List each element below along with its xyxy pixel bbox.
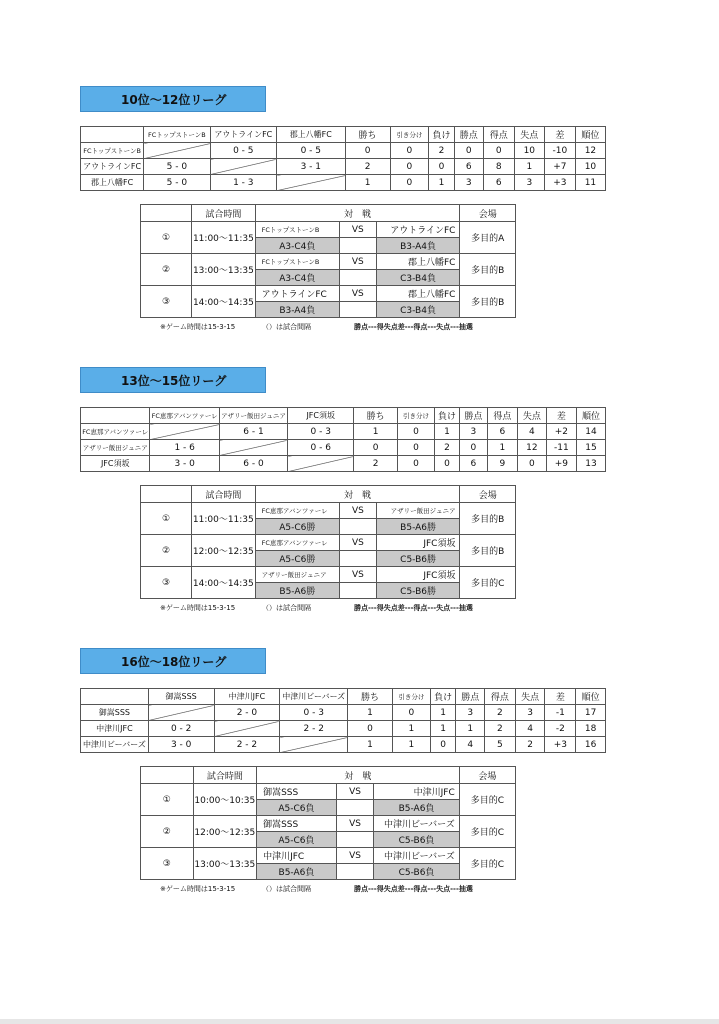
home-team: FCトップストーンB <box>255 222 339 238</box>
stat-cell: 8 <box>483 159 514 175</box>
stat-cell: +3 <box>544 175 575 191</box>
match-time: 11:00～11:35 <box>192 222 256 254</box>
stat-cell: 16 <box>576 737 606 753</box>
score-cell: 0 - 6 <box>288 440 354 456</box>
team-row-name: 中津川JFC <box>81 721 149 737</box>
tiebreak-rule-note <box>354 322 473 332</box>
match-schedule-table <box>140 485 516 599</box>
game-time-note: ※ゲーム時間は15-3-15 <box>160 604 236 612</box>
match-venue: 多目的C <box>459 784 515 816</box>
tiebreak-rule-note <box>354 603 473 613</box>
stat-cell: 1 <box>392 737 430 753</box>
score-cell: 2 - 0 <box>214 705 280 721</box>
score-cell: 0 - 3 <box>288 424 354 440</box>
stat-cell: 0 <box>483 143 514 159</box>
team-row-name: 中津川ビーバーズ <box>81 737 149 753</box>
stat-cell: 0 <box>390 175 429 191</box>
corner-cell <box>81 408 150 424</box>
match-row <box>141 816 516 832</box>
stat-cell: 0 <box>454 143 483 159</box>
match-number: ② <box>141 816 194 848</box>
diagonal-cell <box>210 159 276 175</box>
stat-column-header: 得点 <box>487 408 517 424</box>
stat-cell: 0 <box>392 705 430 721</box>
stat-cell: 18 <box>576 721 606 737</box>
corner-cell <box>81 127 144 143</box>
away-seed: C3-B4負 <box>376 270 460 286</box>
team-column-header: JFC須坂 <box>288 408 354 424</box>
stat-cell: +3 <box>545 737 576 753</box>
stat-column-header: 引き分け <box>390 127 429 143</box>
team-column-header: 御嵩SSS <box>148 689 214 705</box>
stat-cell: -11 <box>546 440 576 456</box>
stat-cell: 6 <box>483 175 514 191</box>
match-number: ③ <box>141 848 194 880</box>
stat-cell: 12 <box>517 440 546 456</box>
team-column-header: 中津川JFC <box>214 689 280 705</box>
match-time: 10:00～10:35 <box>193 784 257 816</box>
vs-blank <box>340 583 377 599</box>
match-row <box>141 848 516 864</box>
match-venue: 多目的B <box>460 286 516 318</box>
home-team: 御嵩SSS <box>257 784 337 800</box>
game-time-note: ※ゲーム時間は15-3-15 <box>160 885 236 893</box>
versus-header: 対 戦 <box>257 767 460 784</box>
tiebreak-rule-text: 勝点---得失点差---得点---失点---抽選 <box>354 885 473 893</box>
match-no-header <box>141 486 192 503</box>
stat-cell: 11 <box>575 175 605 191</box>
vs-label: VS <box>339 222 376 238</box>
stat-column-header: 勝点 <box>456 689 485 705</box>
home-seed: B5-A6勝 <box>255 583 339 599</box>
team-row-name: JFC須坂 <box>81 456 150 472</box>
diagonal-cell <box>219 440 287 456</box>
match-schedule-table <box>140 204 516 318</box>
stat-cell: +7 <box>544 159 575 175</box>
diagonal-cell <box>280 737 348 753</box>
standings-row <box>81 721 606 737</box>
stat-column-header: 失点 <box>514 127 544 143</box>
away-seed: C5-B6勝 <box>376 551 460 567</box>
match-venue: 多目的C <box>459 848 515 880</box>
away-seed: C3-B4負 <box>376 302 460 318</box>
stat-column-header: 勝ち <box>348 689 393 705</box>
away-team: 中津川ビーバーズ <box>374 848 459 864</box>
stat-cell: 4 <box>515 721 545 737</box>
match-row <box>141 784 516 800</box>
stat-cell: 0 <box>348 721 393 737</box>
match-time: 12:00～12:35 <box>193 816 257 848</box>
stat-column-header: 差 <box>546 408 576 424</box>
match-number: ② <box>141 254 192 286</box>
match-time: 11:00～11:35 <box>192 503 256 535</box>
stat-cell: 14 <box>576 424 605 440</box>
interval-note: （）は試合間隔 <box>262 604 311 612</box>
match-row <box>141 286 516 302</box>
league-title: 10位～12位リーグ <box>80 86 266 112</box>
vs-blank <box>340 551 377 567</box>
stat-cell: 1 <box>435 424 460 440</box>
stat-column-header: 順位 <box>575 127 605 143</box>
stat-column-header: 差 <box>544 127 575 143</box>
match-schedule-table <box>140 766 516 880</box>
league-section <box>0 86 719 356</box>
stat-cell: -10 <box>544 143 575 159</box>
stat-cell: 0 <box>397 456 434 472</box>
stat-cell: 3 <box>514 175 544 191</box>
stat-column-header: 勝ち <box>345 127 390 143</box>
standings-row <box>81 143 606 159</box>
match-no-header <box>141 205 192 222</box>
team-row-name: アウトラインFC <box>81 159 144 175</box>
home-seed: A3-C4負 <box>255 270 339 286</box>
vs-blank <box>339 302 376 318</box>
score-cell: 3 - 1 <box>277 159 346 175</box>
match-row <box>141 254 516 270</box>
stat-cell: 0 <box>397 424 434 440</box>
stat-column-header: 引き分け <box>397 408 434 424</box>
team-row-name: FCトップストーンB <box>81 143 144 159</box>
score-cell: 6 - 1 <box>219 424 287 440</box>
stat-cell: +2 <box>546 424 576 440</box>
venue-header: 会場 <box>460 486 516 503</box>
match-time: 13:00～13:35 <box>192 254 256 286</box>
venue-header: 会場 <box>459 767 515 784</box>
match-venue: 多目的C <box>460 567 516 599</box>
home-seed: A5-C6勝 <box>255 551 339 567</box>
home-seed: A5-C6勝 <box>255 519 339 535</box>
match-header-row <box>141 767 516 784</box>
versus-header: 対 戦 <box>255 205 460 222</box>
stat-cell: 13 <box>576 456 605 472</box>
team-column-header: FCトップストーンB <box>144 127 210 143</box>
vs-label: VS <box>336 784 374 800</box>
stat-column-header: 負け <box>430 689 455 705</box>
away-team: 郡上八幡FC <box>376 286 460 302</box>
stat-cell: 3 <box>454 175 483 191</box>
score-cell: 1 - 6 <box>150 440 219 456</box>
away-seed: B3-A4負 <box>376 238 460 254</box>
away-team: アウトラインFC <box>376 222 460 238</box>
home-team: アザリー飯田ジュニア <box>255 567 339 583</box>
standings-row <box>81 424 606 440</box>
home-seed: A5-C6負 <box>257 832 337 848</box>
score-cell: 5 - 0 <box>144 159 210 175</box>
stat-column-header: 順位 <box>576 689 606 705</box>
score-cell: 0 - 2 <box>148 721 214 737</box>
standings-row <box>81 737 606 753</box>
time-header: 試合時間 <box>193 767 257 784</box>
diagonal-cell <box>148 705 214 721</box>
match-number: ② <box>141 535 192 567</box>
score-cell: 5 - 0 <box>144 175 210 191</box>
stat-cell: 10 <box>575 159 605 175</box>
standings-header-row <box>81 127 606 143</box>
score-cell: 2 - 2 <box>214 737 280 753</box>
versus-header: 対 戦 <box>255 486 460 503</box>
league-section <box>0 648 719 918</box>
vs-label: VS <box>340 535 377 551</box>
away-seed: B5-A6負 <box>374 800 459 816</box>
vs-label: VS <box>340 503 377 519</box>
match-venue: 多目的B <box>460 254 516 286</box>
league-title: 16位～18位リーグ <box>80 648 266 674</box>
vs-blank <box>336 864 374 880</box>
stat-cell: 0 <box>397 440 434 456</box>
match-no-header <box>141 767 194 784</box>
home-seed: B3-A4負 <box>255 302 339 318</box>
stat-cell: 1 <box>348 737 393 753</box>
standings-row <box>81 440 606 456</box>
page-bottom-border <box>0 1019 719 1024</box>
stat-column-header: 得点 <box>483 127 514 143</box>
stat-cell: -2 <box>545 721 576 737</box>
vs-blank <box>340 519 377 535</box>
match-row <box>141 503 516 519</box>
standings-row <box>81 159 606 175</box>
time-header: 試合時間 <box>192 486 256 503</box>
home-team: FC恵那アバンツァーレ <box>255 503 339 519</box>
stat-cell: 1 <box>487 440 517 456</box>
stat-cell: 3 <box>459 424 487 440</box>
away-seed: C5-B6負 <box>374 832 459 848</box>
stat-cell: 2 <box>485 705 516 721</box>
stat-cell: 0 <box>459 440 487 456</box>
match-time: 12:00～12:35 <box>192 535 256 567</box>
stat-cell: +9 <box>546 456 576 472</box>
match-number: ③ <box>141 567 192 599</box>
stat-column-header: 勝点 <box>459 408 487 424</box>
stat-cell: 0 <box>345 143 390 159</box>
home-team: FC恵那アバンツァーレ <box>255 535 339 551</box>
standings-row <box>81 175 606 191</box>
stat-cell: 2 <box>485 721 516 737</box>
standings-header-row <box>81 408 606 424</box>
match-number: ① <box>141 784 194 816</box>
game-time-note: ※ゲーム時間は15-3-15 <box>160 323 236 331</box>
team-column-header: 中津川ビーバーズ <box>280 689 348 705</box>
stat-cell: 3 <box>515 705 545 721</box>
stat-column-header: 失点 <box>517 408 546 424</box>
stat-cell: 0 <box>517 456 546 472</box>
stat-cell: 4 <box>456 737 485 753</box>
home-seed: A3-C4負 <box>255 238 339 254</box>
corner-cell <box>81 689 149 705</box>
team-row-name: FC恵那アバンツァーレ <box>81 424 150 440</box>
tiebreak-rule-text: 勝点---得失点差---得点---失点---抽選 <box>354 604 473 612</box>
stat-column-header: 勝点 <box>454 127 483 143</box>
match-time: 14:00～14:35 <box>192 286 256 318</box>
diagonal-cell <box>277 175 346 191</box>
stat-cell: 0 <box>435 456 460 472</box>
team-row-name: 郡上八幡FC <box>81 175 144 191</box>
stat-column-header: 負け <box>435 408 460 424</box>
standings-table <box>80 126 606 191</box>
tiebreak-rule-text: 勝点---得失点差---得点---失点---抽選 <box>354 323 473 331</box>
match-number: ① <box>141 222 192 254</box>
away-seed: C5-B6負 <box>374 864 459 880</box>
vs-blank <box>336 800 374 816</box>
match-venue: 多目的B <box>460 503 516 535</box>
stat-cell: 5 <box>485 737 516 753</box>
away-team: 中津川JFC <box>374 784 459 800</box>
stat-cell: 0 <box>430 737 455 753</box>
stat-cell: 0 <box>390 143 429 159</box>
away-team: JFC須坂 <box>376 567 460 583</box>
stat-cell: 1 <box>354 424 397 440</box>
stat-cell: 12 <box>575 143 605 159</box>
standings-table <box>80 407 606 472</box>
stat-cell: 3 <box>456 705 485 721</box>
home-seed: B5-A6負 <box>257 864 337 880</box>
stat-cell: 0 <box>390 159 429 175</box>
diagonal-cell <box>144 143 210 159</box>
vs-label: VS <box>339 254 376 270</box>
standings-table <box>80 688 606 753</box>
vs-blank <box>339 238 376 254</box>
stat-cell: 6 <box>454 159 483 175</box>
venue-header: 会場 <box>460 205 516 222</box>
vs-label: VS <box>336 848 374 864</box>
stat-column-header: 差 <box>545 689 576 705</box>
stat-column-header: 勝ち <box>354 408 397 424</box>
standings-row <box>81 705 606 721</box>
stat-cell: 1 <box>348 705 393 721</box>
league-section <box>0 367 719 637</box>
match-header-row <box>141 205 516 222</box>
stat-cell: 0 <box>429 159 455 175</box>
team-row-name: 御嵩SSS <box>81 705 149 721</box>
stat-cell: 6 <box>487 424 517 440</box>
score-cell: 3 - 0 <box>150 456 219 472</box>
diagonal-cell <box>288 456 354 472</box>
stat-cell: 2 <box>345 159 390 175</box>
score-cell: 0 - 5 <box>277 143 346 159</box>
stat-column-header: 失点 <box>515 689 545 705</box>
vs-blank <box>336 832 374 848</box>
stat-cell: -1 <box>545 705 576 721</box>
team-column-header: 郡上八幡FC <box>277 127 346 143</box>
vs-label: VS <box>336 816 374 832</box>
stat-cell: 1 <box>345 175 390 191</box>
stat-cell: 2 <box>429 143 455 159</box>
match-number: ① <box>141 503 192 535</box>
match-row <box>141 535 516 551</box>
home-team: アウトラインFC <box>255 286 339 302</box>
stat-column-header: 負け <box>429 127 455 143</box>
match-time: 13:00～13:35 <box>193 848 257 880</box>
score-cell: 0 - 5 <box>210 143 276 159</box>
match-header-row <box>141 486 516 503</box>
stat-cell: 2 <box>515 737 545 753</box>
home-team: 中津川JFC <box>257 848 337 864</box>
away-team: 郡上八幡FC <box>376 254 460 270</box>
vs-blank <box>339 270 376 286</box>
away-seed: C5-B6勝 <box>376 583 460 599</box>
stat-cell: 2 <box>354 456 397 472</box>
league-title: 13位～15位リーグ <box>80 367 266 393</box>
tiebreak-rule-note <box>354 884 473 894</box>
score-cell: 6 - 0 <box>219 456 287 472</box>
vs-label: VS <box>340 567 377 583</box>
away-team: 中津川ビーバーズ <box>374 816 459 832</box>
match-venue: 多目的A <box>460 222 516 254</box>
score-cell: 1 - 3 <box>210 175 276 191</box>
home-seed: A5-C6負 <box>257 800 337 816</box>
stat-cell: 15 <box>576 440 605 456</box>
match-row <box>141 567 516 583</box>
interval-note: （）は試合間隔 <box>262 885 311 893</box>
stat-column-header: 順位 <box>576 408 605 424</box>
match-time: 14:00～14:35 <box>192 567 256 599</box>
stat-cell: 6 <box>459 456 487 472</box>
stat-cell: 1 <box>430 705 455 721</box>
stat-column-header: 得点 <box>485 689 516 705</box>
away-team: アザリー飯田ジュニア <box>376 503 460 519</box>
stat-column-header: 引き分け <box>392 689 430 705</box>
team-column-header: アザリー飯田ジュニア <box>219 408 287 424</box>
home-team: 御嵩SSS <box>257 816 337 832</box>
team-column-header: アウトラインFC <box>210 127 276 143</box>
stat-cell: 4 <box>517 424 546 440</box>
stat-cell: 17 <box>576 705 606 721</box>
stat-cell: 2 <box>435 440 460 456</box>
diagonal-cell <box>150 424 219 440</box>
interval-note: （）は試合間隔 <box>262 323 311 331</box>
score-cell: 2 - 2 <box>280 721 348 737</box>
score-cell: 0 - 3 <box>280 705 348 721</box>
match-row <box>141 222 516 238</box>
time-header: 試合時間 <box>192 205 256 222</box>
stat-cell: 0 <box>354 440 397 456</box>
stat-cell: 1 <box>392 721 430 737</box>
stat-cell: 1 <box>429 175 455 191</box>
score-cell: 3 - 0 <box>148 737 214 753</box>
standings-header-row <box>81 689 606 705</box>
standings-row <box>81 456 606 472</box>
stat-cell: 1 <box>456 721 485 737</box>
stat-cell: 1 <box>430 721 455 737</box>
team-column-header: FC恵那アバンツァーレ <box>150 408 219 424</box>
match-venue: 多目的B <box>460 535 516 567</box>
match-venue: 多目的C <box>459 816 515 848</box>
stat-cell: 1 <box>514 159 544 175</box>
vs-label: VS <box>339 286 376 302</box>
diagonal-cell <box>214 721 280 737</box>
home-team: FCトップストーンB <box>255 254 339 270</box>
team-row-name: アザリー飯田ジュニア <box>81 440 150 456</box>
stat-cell: 10 <box>514 143 544 159</box>
away-team: JFC須坂 <box>376 535 460 551</box>
match-number: ③ <box>141 286 192 318</box>
away-seed: B5-A6勝 <box>376 519 460 535</box>
stat-cell: 9 <box>487 456 517 472</box>
